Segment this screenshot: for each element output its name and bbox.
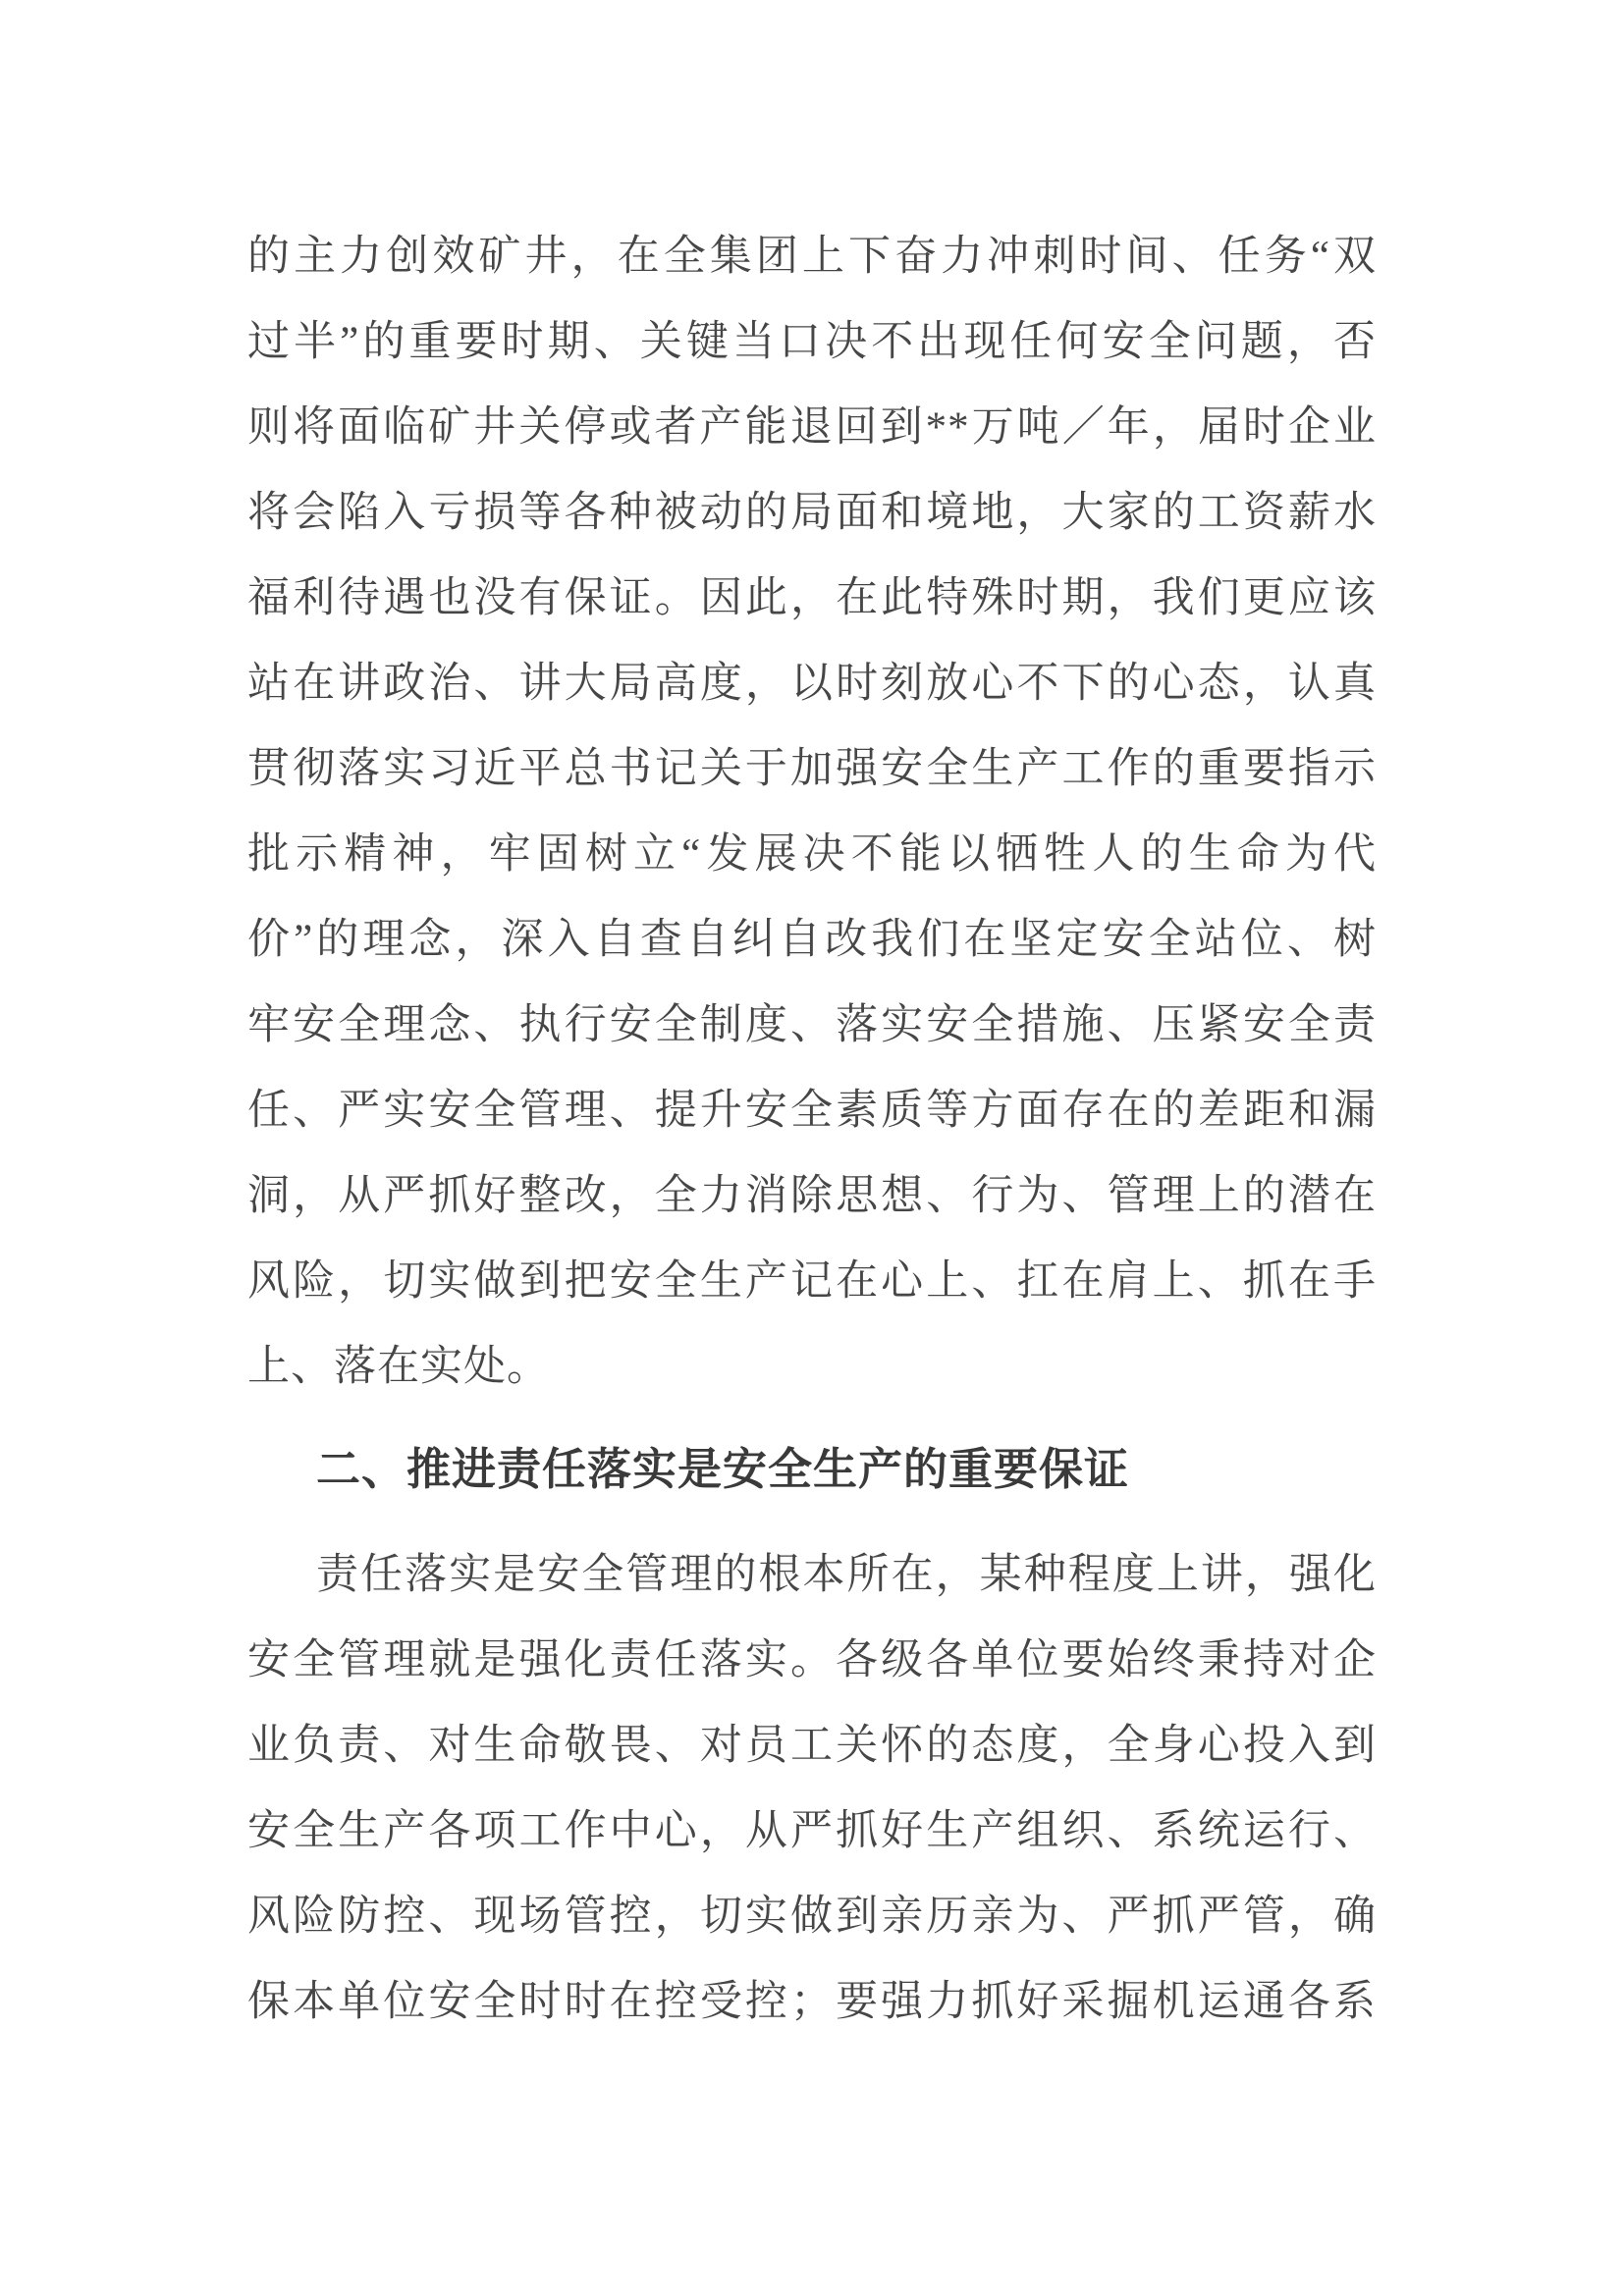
paragraph-line: 批示精神，牢固树立“发展决不能以牺牲人的生命为代 [247,831,1377,878]
paragraph-line: 洞，从严抓好整改，全力消除思想、行为、管理上的潜在 [247,1173,1377,1219]
paragraph-line: 安全生产各项工作中心，从严抓好生产组织、系统运行、 [247,1808,1377,1854]
paragraph-last-line: 上、落在实处。 [247,1344,550,1390]
paragraph-line: 任、严实安全管理、提升安全素质等方面存在的差距和漏 [247,1088,1377,1134]
section-heading: 二、推进责任落实是安全生产的重要保证 [316,1445,1130,1494]
paragraph-body [247,1532,1377,2045]
paragraph-line: 价”的理念，深入自查自纠自改我们在坚定安全站位、树 [247,917,1377,963]
paragraph-line: 保本单位安全时时在控受控；要强力抓好采掘机运通各系 [247,1979,1377,2025]
paragraph-line: 站在讲政治、讲大局高度，以时刻放心不下的心态，认真 [247,661,1377,707]
paragraph-line: 牢安全理念、执行安全制度、落实安全措施、压紧安全责 [247,1002,1377,1048]
paragraph-line: 贯彻落实习近平总书记关于加强安全生产工作的重要指示 [247,746,1377,792]
paragraph-line: 福利待遇也没有保证。因此，在此特殊时期，我们更应该 [247,575,1377,621]
paragraph-first-line: 责任落实是安全管理的根本所在，某种程度上讲，强化 [316,1552,1377,1598]
paragraph-continuation [247,214,1377,1410]
paragraph-line: 则将面临矿井关停或者产能退回到**万吨／年，届时企业 [247,404,1377,451]
paragraph-line: 业负责、对生命敬畏、对员工关怀的态度，全身心投入到 [247,1723,1377,1769]
paragraph-line: 的主力创效矿井，在全集团上下奋力冲刺时间、任务“双 [247,234,1377,280]
paragraph-line: 风险防控、现场管控，切实做到亲历亲为、严抓严管，确 [247,1894,1377,1940]
paragraph-line: 安全管理就是强化责任落实。各级各单位要始终秉持对企 [247,1637,1377,1683]
paragraph-line: 将会陷入亏损等各种被动的局面和境地，大家的工资薪水 [247,490,1377,536]
text-block [247,214,1377,2045]
paragraph-line: 过半”的重要时期、关键当口决不出现任何安全问题，否 [247,319,1377,365]
paragraph-line: 风险，切实做到把安全生产记在心上、扛在肩上、抓在手 [247,1258,1377,1305]
